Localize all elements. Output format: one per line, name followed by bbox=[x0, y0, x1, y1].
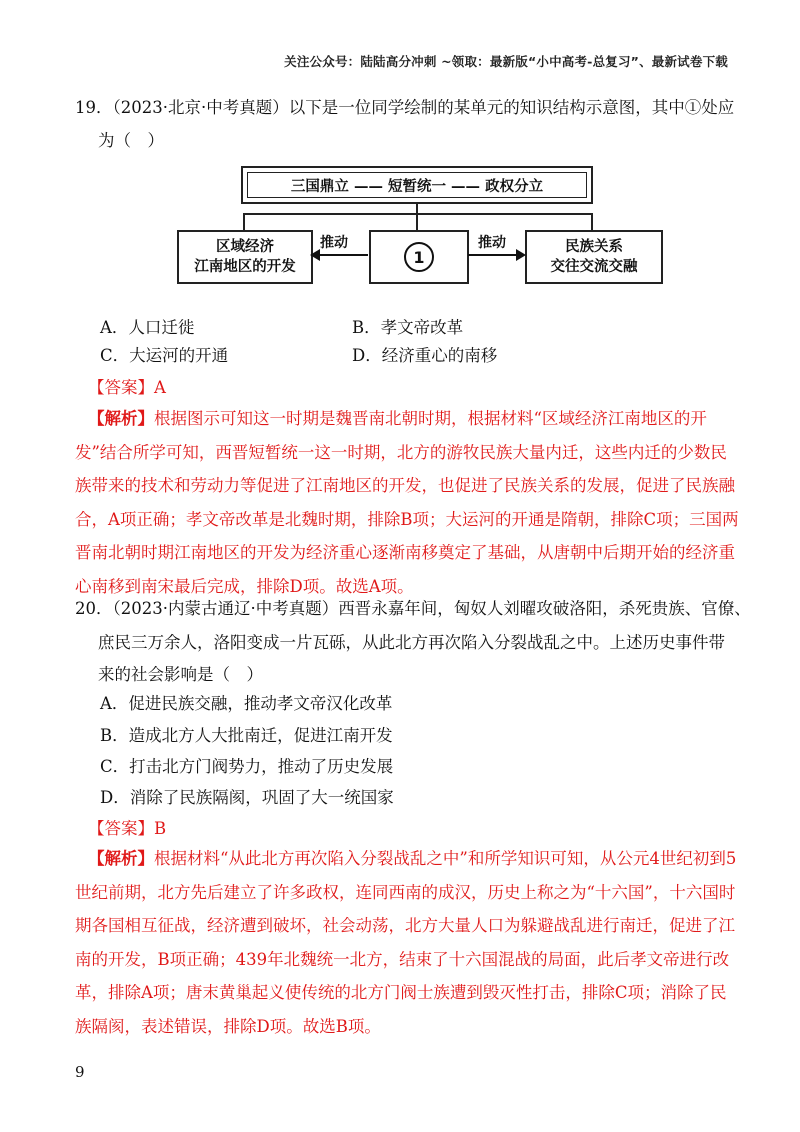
diagram-center-box bbox=[369, 230, 469, 284]
q19-option-b: B．孝文帝改革 bbox=[352, 318, 464, 337]
q19-answer: 【答案】A bbox=[88, 378, 166, 397]
diagram-right-line1: 民族关系 bbox=[565, 239, 623, 255]
q20-option-c: C．打击北方门阀势力，推动了历史发展 bbox=[100, 757, 394, 776]
page-number: 9 bbox=[75, 1063, 85, 1081]
diagram-left-line2: 江南地区的开发 bbox=[194, 259, 296, 275]
q20-option-b: B．造成北方人大批南迁，促进江南开发 bbox=[100, 726, 393, 745]
diagram-connector-right bbox=[591, 213, 593, 231]
diagram-connector-horizontal bbox=[243, 213, 593, 215]
diagram-right-line2: 交往交流交融 bbox=[550, 259, 638, 275]
diagram-connector-left bbox=[243, 213, 245, 231]
q19-explanation-text: 根据图示可知这一时期是魏晋南北朝时期，根据材料“区域经济江南地区的开发”结合所学可知，西晋短暂统一这一时期，北方的游牧民族大量内迁，这些内迁的少数民族带来的技术和劳动力等促进了江南地区的开发，也促进了民族关系的发展，促进了民族融合，A项正确；孝文帝改革是北魏时期，排除B项；大运河的开通是隋朝，排除C项；三国两晋南北朝时期江南地区的开发为经济重心逐渐南移奠定了基础，从唐朝中后期开始的经济重心南移到南宋最后完成，排除D项。故选A项。 bbox=[75, 409, 739, 596]
q20-explanation-label: 【解析】 bbox=[88, 849, 154, 868]
q19-stem-line1: 19．（2023·北京·中考真题）以下是一位同学绘制的某单元的知识结构示意图，其中①处应 bbox=[75, 98, 735, 117]
diagram-left-box bbox=[177, 230, 313, 284]
arrow-left-label: 推动 bbox=[320, 235, 348, 251]
diagram-right-box bbox=[525, 230, 663, 284]
q20-option-a: A．促进民族交融，推动孝文帝汉化改革 bbox=[100, 694, 393, 713]
diagram-top-text: 三国鼎立 —— 短暂统一 —— 政权分立 bbox=[290, 178, 544, 195]
q19-stem-line2: 为（ ） bbox=[98, 131, 164, 150]
q20-option-d: D．消除了民族隔阂，巩固了大一统国家 bbox=[100, 788, 394, 807]
q20-stem-line2: 庶民三万余人，洛阳变成一片瓦砾，从此北方再次陷入分裂战乱之中。上述历史事件带 bbox=[98, 633, 725, 652]
diagram-connector-center bbox=[416, 213, 418, 231]
q20-explanation bbox=[75, 842, 740, 1043]
q19-option-d: D．经济重心的南移 bbox=[352, 346, 498, 365]
page-header: 关注公众号：陆陆高分冲刺 ~领取：最新版“小中高考-总复习”、最新试卷下载 bbox=[284, 54, 728, 69]
q20-answer: 【答案】B bbox=[88, 819, 167, 838]
diagram-circled-number: 1 bbox=[404, 242, 434, 272]
diagram-left-line1: 区域经济 bbox=[216, 239, 274, 255]
knowledge-structure-diagram bbox=[177, 166, 661, 286]
q19-option-a: A．人口迁徙 bbox=[100, 318, 195, 337]
q19-option-c: C．大运河的开通 bbox=[100, 346, 229, 365]
arrow-right-label: 推动 bbox=[478, 235, 506, 251]
q20-explanation-text: 根据材料“从此北方再次陷入分裂战乱之中”和所学知识可知，从公元4世纪初到5世纪前期，北方先后建立了许多政权，连同西南的成汉，历史上称之为“十六国”，十六国时期各国相互征战，经济遭到破坏，社会动荡，北方大量人口为躲避战乱进行南迁，促进了江南的开发，B项正确；439年北魏统一北方，结束了十六国混战的局面，此后孝文帝进行改革，排除A项；唐末黄巢起义使传统的北方门阀士族遭到毁灭性打击，排除C项；消除了民族隔阂，表述错误，排除D项。故选B项。 bbox=[75, 849, 737, 1036]
q19-explanation bbox=[75, 402, 740, 603]
diagram-top-box bbox=[241, 166, 593, 204]
q20-stem-line3: 来的社会影响是（ ） bbox=[98, 665, 263, 684]
q20-stem-line1: 20．（2023·内蒙古通辽·中考真题）西晋永嘉年间，匈奴人刘曜攻破洛阳，杀死贵族、官僚、 bbox=[75, 599, 751, 618]
q19-explanation-label: 【解析】 bbox=[88, 409, 154, 428]
